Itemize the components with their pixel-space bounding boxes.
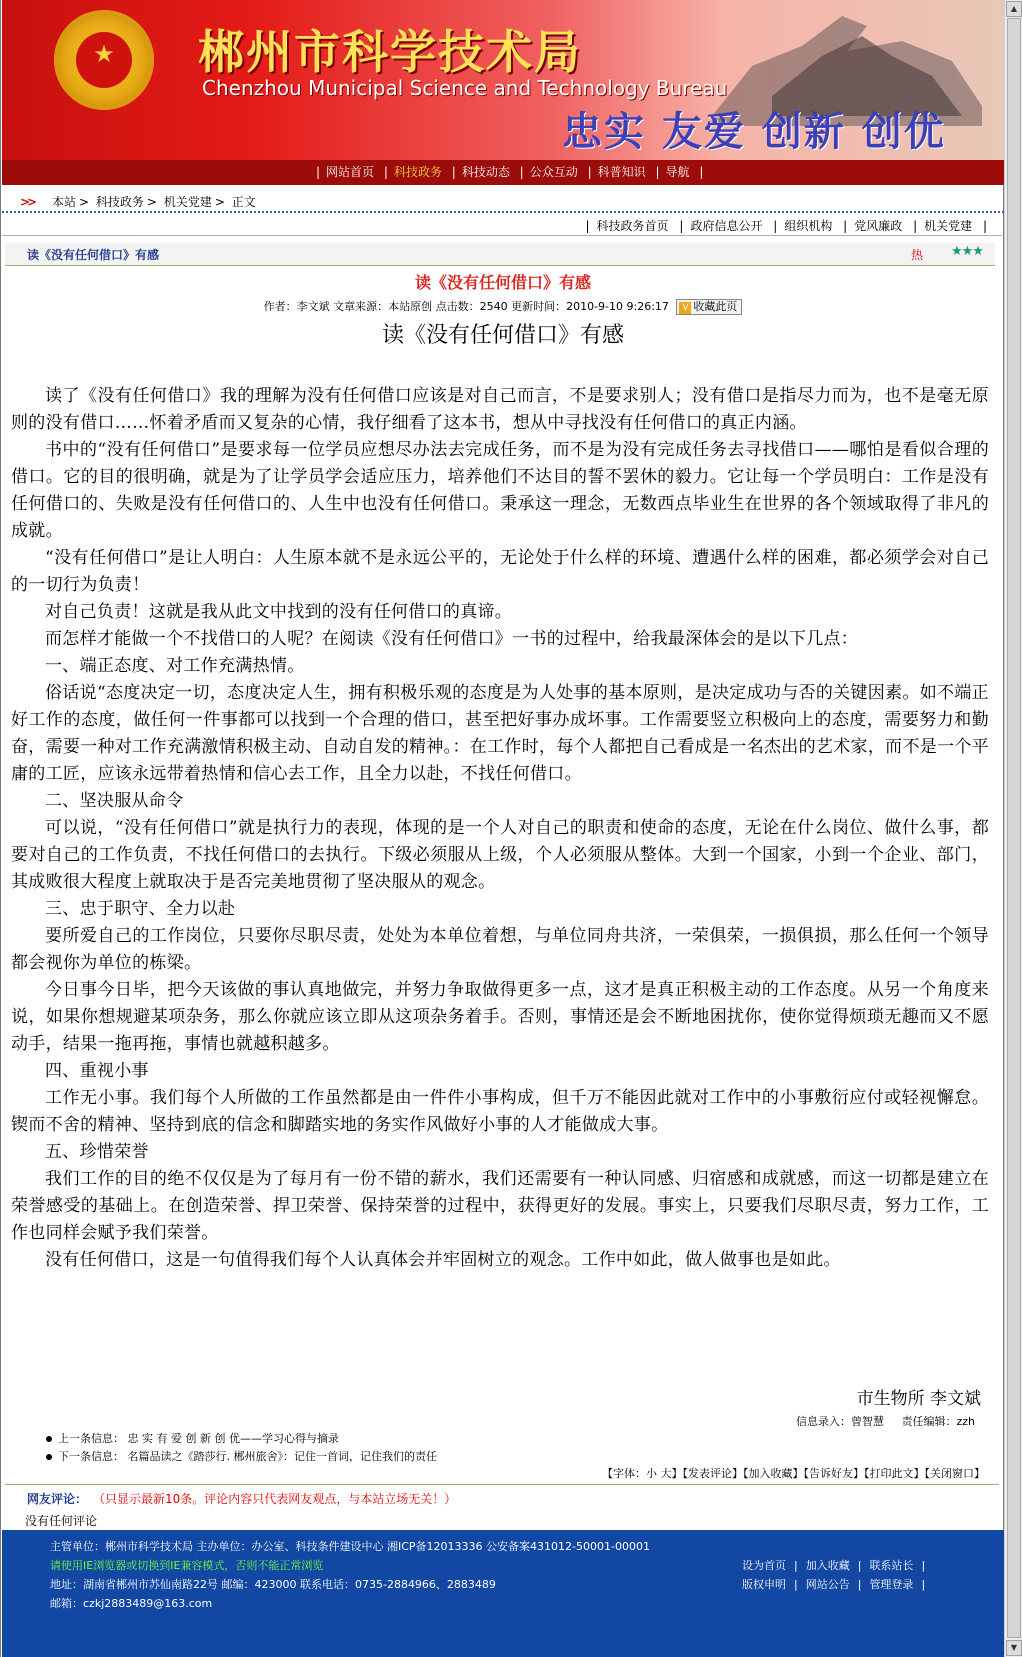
paragraph: 书中的“没有任何借口”是要求每一位学员应想尽办法去完成任务，而不是为没有完成任务去寻找借口——哪怕是看似合理的借口。它的目的很明确，就是为了让学员学会适应压力，培养他们不达目的誓不罢休的毅力。它让每一个学员明白：工作是没有任何借口的、失败是没有任何借口的、人生中也没有任何借口。秉承这一理念，无数西点毕业生在世界的各个领域取得了非凡的成就。	[11, 440, 989, 541]
paragraph: 今日事今日毕，把今天该做的事认真地做完，并努力争取做得更多一点，这才是真正积极主动的工作态度。从另一个角度来说，如果你想规避某项杂务，那么你就应该立即从这项杂务着手。否则，事情还是会不断地困扰你，使你觉得烦琐无趣而又不愿动手，结果一拖再拖，事情也就越积越多。	[11, 980, 989, 1054]
motto: 忠实 友爱 创新 创优	[562, 109, 946, 155]
subnav-gov-home[interactable]: 科技政务首页	[596, 219, 669, 233]
breadcrumb-gov-affairs[interactable]: 科技政务	[95, 195, 144, 209]
share-tool[interactable]: 【告诉好友】	[803, 1467, 864, 1480]
footer-links-2: 版权申明 | 网站公告 | 管理登录 |	[742, 1578, 926, 1591]
favorite-tool[interactable]: 【加入收藏】	[743, 1467, 804, 1480]
prev-item: 上一条信息： 忠 实 有 爱 创 新 创 优——学习心得与摘录	[46, 1430, 437, 1448]
meta-text: 作者：李文斌 文章来源：本站原创 点击数：2540 更新时间：2010-9-10 9:26:17	[263, 300, 669, 313]
vertical-scrollbar[interactable]	[1004, 0, 1022, 1657]
paragraph: 一、端正态度、对工作充满热情。	[45, 656, 305, 676]
paragraph: 读了《没有任何借口》我的理解为没有任何借口应该是对自己而言，不是要求别人；没有借口是指尽力而为，也不是毫无原则的没有借口……怀着矛盾而又复杂的心情，我仔细看了这本书，想从中寻找没有任何借口的真正内涵。	[11, 386, 989, 433]
paragraph: 二、坚决服从命令	[45, 791, 184, 811]
footer	[2, 1530, 1004, 1657]
prev-next-links	[46, 1430, 437, 1466]
paragraph: 三、忠于职守、全力以赴	[45, 899, 236, 919]
article-tools	[602, 1465, 985, 1481]
nav-gov-affairs[interactable]: 科技政务	[393, 165, 442, 179]
article-meta	[1, 298, 1005, 315]
footer-line-1: 主管单位：郴州市科学技术局 主办单位：办公室、科技条件建设中心 湘ICP备12013336 公安备案431012-50001-00001	[50, 1540, 650, 1553]
nav-home[interactable]: 网站首页	[326, 165, 375, 179]
nav-guide[interactable]: 导航	[665, 165, 690, 179]
paragraph: 而怎样才能做一个不找借口的人呢？在阅读《没有任何借口》一书的过程中，给我最深体会的是以下几点：	[45, 629, 859, 649]
site-title-en: Chenzhou Municipal Science and Technology Bureau	[202, 76, 728, 100]
paragraph: 五、珍惜荣誉	[45, 1142, 149, 1162]
subnav-org[interactable]: 组织机构	[784, 219, 833, 233]
article-title-red: 读《没有任何借口》有感	[414, 273, 591, 292]
prev-link[interactable]: 忠 实 有 爱 创 新 创 优——学习心得与摘录	[127, 1432, 339, 1445]
set-home-link[interactable]: 设为首页	[742, 1559, 786, 1572]
paragraph: 没有任何借口，这是一句值得我们每个人认真体会并牢固树立的观念。工作中如此，做人做事也是如此。	[45, 1250, 841, 1270]
comment-tool[interactable]: 【发表评论】	[682, 1467, 743, 1480]
next-item: 下一条信息： 名篇品读之《踏莎行. 郴州旅舍》：记住一首词，记住我们的责任	[46, 1448, 437, 1466]
paragraph: 要所爱自己的工作岗位，只要你尽职尽责，处处为本单位着想，与单位同舟共济，一荣俱荣，一损俱损，那么任何一个领导都会视你为单位的栋梁。	[11, 926, 989, 973]
sub-nav: | 科技政务首页 | 政府信息公开 | 组织机构 | 党风廉政 | 机关党建 |	[2, 217, 1002, 236]
print-tool[interactable]: 【打印此文】	[864, 1467, 925, 1480]
paragraph: 对自己负责！这就是我从此文中找到的没有任何借口的真谛。	[45, 602, 513, 622]
emblem-icon: ★	[54, 10, 154, 110]
double-chevron-icon: >>	[20, 195, 35, 209]
footer-address: 地址：湖南省郴州市苏仙南路22号 邮编：423000 联系电话：0735-2884966、2883489	[50, 1578, 496, 1591]
nav-science[interactable]: 科普知识	[597, 165, 646, 179]
editors-info	[796, 1413, 975, 1429]
hot-badge: 热	[911, 248, 924, 262]
admin-login-link[interactable]: 管理登录	[869, 1578, 914, 1591]
nav-interaction[interactable]: 公众互动	[529, 165, 578, 179]
breadcrumb: >> 本站 > 科技政务 > 机关党建 > 正文	[2, 193, 1004, 213]
footer-email: 邮箱：czkj2883489@163.com	[50, 1597, 213, 1610]
paragraph: 我们工作的目的绝不仅仅是为了每月有一份不错的薪水，我们还需要有一种认同感、归宿感和成就感，而这一切都是建立在荣誉感受的基础上。在创造荣誉、捍卫荣誉、保持荣誉的过程中，获得更好的发展。事实上，只要我们尽职尽责，努力工作，工作也同样会赋予我们荣誉。	[11, 1169, 989, 1243]
comments-header	[5, 1484, 999, 1505]
comments-notice: （只显示最新10条。评论内容只代表网友观点，与本站立场无关！）	[93, 1492, 457, 1506]
comments-label: 网友评论：	[27, 1492, 88, 1506]
star-icon: ★★★	[951, 244, 983, 259]
add-favorite-link[interactable]: 加入收藏	[805, 1559, 850, 1572]
breadcrumb-party[interactable]: 机关党建	[163, 195, 212, 209]
entry-person: 信息录入：曾智慧	[795, 1415, 884, 1428]
breadcrumb-home[interactable]: 本站	[52, 195, 77, 209]
subnav-party[interactable]: 机关党建	[924, 219, 973, 233]
article-title: 读《没有任何借口》有感	[381, 323, 624, 348]
scroll-up-icon[interactable]: ▲	[1006, 1, 1022, 17]
scroll-thumb[interactable]	[1007, 18, 1021, 1638]
responsible-editor: 责任编辑：zzh	[901, 1415, 975, 1428]
site-title-cn: 郴州市科学技术局	[198, 25, 582, 79]
paragraph: 俗话说“态度决定一切，态度决定人生，拥有积极乐观的态度是为人处事的基本原则，是决定成功与否的关键因素。如不端正好工作的态度，做任何一件事都可以找到一个合理的借口，甚至把好事办成坏事。工作需要竖立积极向上的态度，需要努力和勤奋，需要一种对工作充满激情积极主动、自动自发的精神。：在工作时，每个人都把自己看成是一名杰出的艺术家，而不是一个平庸的工匠，应该永远带着热情和信心去工作，且全力以赴，不找任何借口。	[11, 683, 989, 784]
bookmark-button[interactable]	[676, 299, 742, 315]
scroll-down-icon[interactable]: ▼	[1006, 1640, 1022, 1656]
announcement-link[interactable]: 网站公告	[805, 1578, 850, 1591]
font-size-tool[interactable]: 【字体：小 大】	[602, 1467, 683, 1480]
contact-admin-link[interactable]: 联系站长	[869, 1559, 914, 1572]
footer-links-1: 设为首页 | 加入收藏 | 联系站长 |	[742, 1559, 926, 1572]
paragraph: 四、重视小事	[45, 1061, 149, 1081]
copyright-link[interactable]: 版权申明	[742, 1578, 786, 1591]
article-content	[11, 383, 989, 1274]
main-nav: | 网站首页 | 科技政务 | 科技动态 | 公众互动 | 科普知识 | 导航 |	[2, 160, 1004, 185]
footer-warning: 请使用IE浏览器或切换到IE兼容模式，否则不能正常浏览	[50, 1559, 324, 1572]
paragraph: 可以说，“没有任何借口”就是执行力的表现，体现的是一个人对自己的职责和使命的态度，无论在什么岗位、做什么事，都要对自己的工作负责，不找任何借口的去执行。下级必须服从上级，个人必须服从整体。大到一个国家，小到一个企业、部门，其成败很大程度上就取决于是否完美地贯彻了坚决服从的观念。	[11, 818, 989, 892]
title-bar-text: 读《没有任何借口》有感	[27, 248, 160, 262]
next-link[interactable]: 名篇品读之《踏莎行. 郴州旅舍》：记住一首词，记住我们的责任	[127, 1450, 437, 1463]
nav-news[interactable]: 科技动态	[461, 165, 510, 179]
paragraph: “没有任何借口”是让人明白：人生原本就不是永远公平的，无论处于什么样的环境、遭遇什么样的困难，都必须学会对自己的一切行为负责！	[11, 548, 989, 595]
subnav-integrity[interactable]: 党风廉政	[854, 219, 903, 233]
comments-body: 没有任何评论	[25, 1514, 98, 1528]
article-author: 市生物所 李文斌	[856, 1389, 981, 1409]
bookmark-label: 收藏此页	[693, 300, 738, 313]
paragraph: 工作无小事。我们每个人所做的工作虽然都是由一件件小事构成，但千万不能因此就对工作中的小事敷衍应付或轻视懈怠。锲而不舍的精神、坚持到底的信念和脚踏实地的务实作风做好小事的人才能做成大事。	[11, 1088, 989, 1135]
favorite-icon: V	[679, 302, 691, 314]
breadcrumb-current: 正文	[231, 195, 256, 209]
article-title-bar	[5, 243, 995, 266]
subnav-info-open[interactable]: 政府信息公开	[690, 219, 763, 233]
banner	[2, 0, 1004, 160]
close-window-tool[interactable]: 【关闭窗口】	[924, 1467, 985, 1480]
